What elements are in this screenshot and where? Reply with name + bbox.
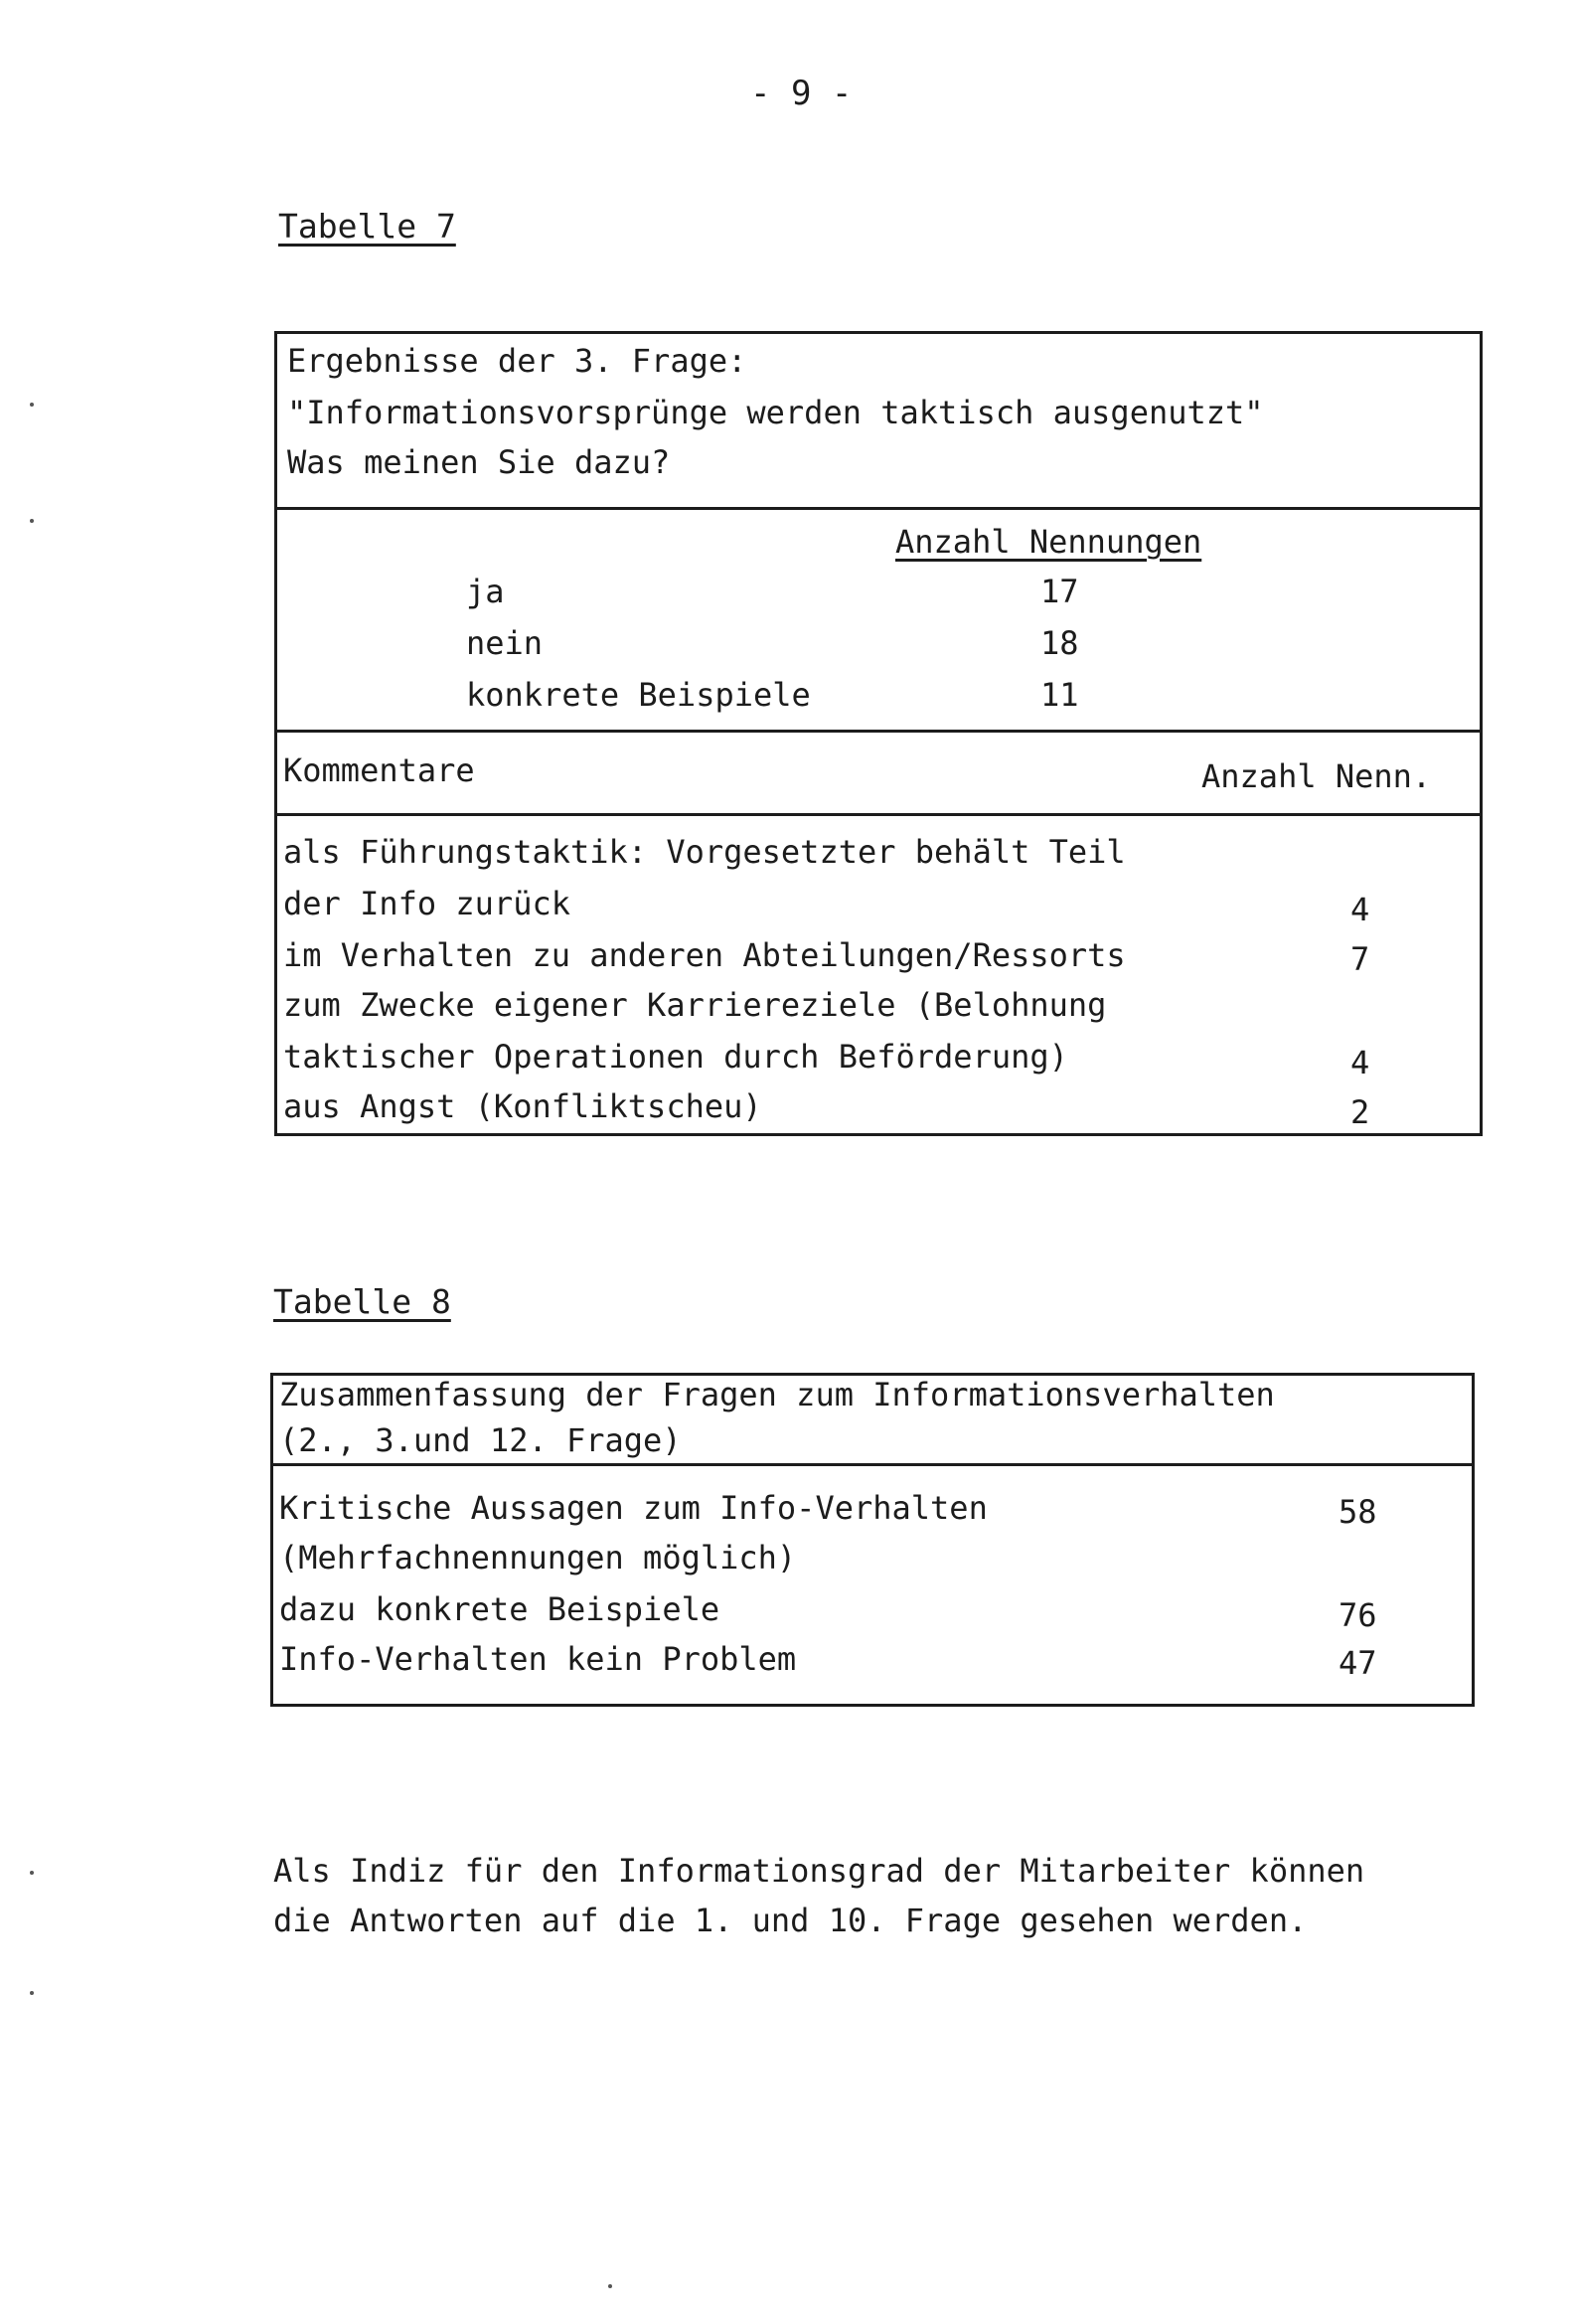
table-8 <box>270 1373 1475 1707</box>
scan-speck <box>608 2284 612 2288</box>
table-7-comment-line: im Verhalten zu anderen Abteilungen/Ressorts <box>283 936 1126 974</box>
table-8-row-line: dazu konkrete Beispiele <box>279 1590 720 1628</box>
table-7-question-line-3: Was meinen Sie dazu? <box>287 443 671 481</box>
table-7-answer-label: nein <box>466 624 544 662</box>
table-8-row-line: (Mehrfachnennungen möglich) <box>279 1539 797 1577</box>
scan-speck <box>30 403 34 407</box>
table-7-count-header: Anzahl Nennungen <box>895 523 1202 561</box>
scan-speck <box>30 519 34 523</box>
table-7-answer-label: konkrete Beispiele <box>466 676 811 714</box>
table-7-comments-header: Kommentare <box>283 751 475 789</box>
table-8-row-line: Kritische Aussagen zum Info-Verhalten <box>279 1489 988 1527</box>
table-8-row-count: 47 <box>1339 1644 1377 1682</box>
table-7-title: Tabelle 7 <box>278 207 456 246</box>
table-8-title: Tabelle 8 <box>273 1282 451 1321</box>
table-8-row-line: Info-Verhalten kein Problem <box>279 1640 797 1678</box>
table-7-comment-line: als Führungstaktik: Vorgesetzter behält Teil <box>283 833 1126 871</box>
table-7-question-line-2: "Informationsvorsprünge werden taktisch ausgenutzt" <box>287 394 1264 431</box>
table-7-comment-line: taktischer Operationen durch Beförderung) <box>283 1038 1068 1076</box>
table-7-comments-count-header: Anzahl Nenn. <box>1201 757 1432 795</box>
table-7-comment-count: 4 <box>1350 891 1370 928</box>
table-7-divider-header <box>277 507 1480 510</box>
paragraph-line: die Antworten auf die 1. und 10. Frage gesehen werden. <box>273 1902 1308 1939</box>
page-number: - 9 - <box>750 74 853 113</box>
table-8-header-line-2: (2., 3.und 12. Frage) <box>279 1421 682 1459</box>
body-paragraph <box>273 1846 1446 1945</box>
table-8-divider-header <box>273 1463 1472 1466</box>
table-7-comment-count: 4 <box>1350 1044 1370 1081</box>
table-7 <box>274 331 1483 1136</box>
table-7-comment-line: der Info zurück <box>283 885 570 922</box>
table-7-divider-answers <box>277 730 1480 733</box>
scan-speck <box>30 1991 34 1995</box>
paragraph-line: Als Indiz für den Informationsgrad der Mitarbeiter können <box>273 1852 1365 1890</box>
table-7-answer-count: 11 <box>1040 676 1079 714</box>
table-8-row-count: 76 <box>1339 1596 1377 1634</box>
table-8-header-line-1: Zusammenfassung der Fragen zum Informationsverhalten <box>279 1376 1275 1413</box>
table-7-comment-count: 2 <box>1350 1093 1370 1131</box>
table-7-divider-comments-header <box>277 813 1480 816</box>
table-7-answer-count: 17 <box>1040 573 1079 610</box>
table-7-comment-count: 7 <box>1350 940 1370 978</box>
table-7-comment-line: zum Zwecke eigener Karriereziele (Belohnung <box>283 986 1107 1024</box>
table-7-answer-label: ja <box>466 573 505 610</box>
table-7-question-line-1: Ergebnisse der 3. Frage: <box>287 342 747 380</box>
table-8-row-count: 58 <box>1339 1493 1377 1531</box>
table-7-answer-count: 18 <box>1040 624 1079 662</box>
table-7-comment-line: aus Angst (Konfliktscheu) <box>283 1087 762 1125</box>
scan-speck <box>30 1871 34 1875</box>
